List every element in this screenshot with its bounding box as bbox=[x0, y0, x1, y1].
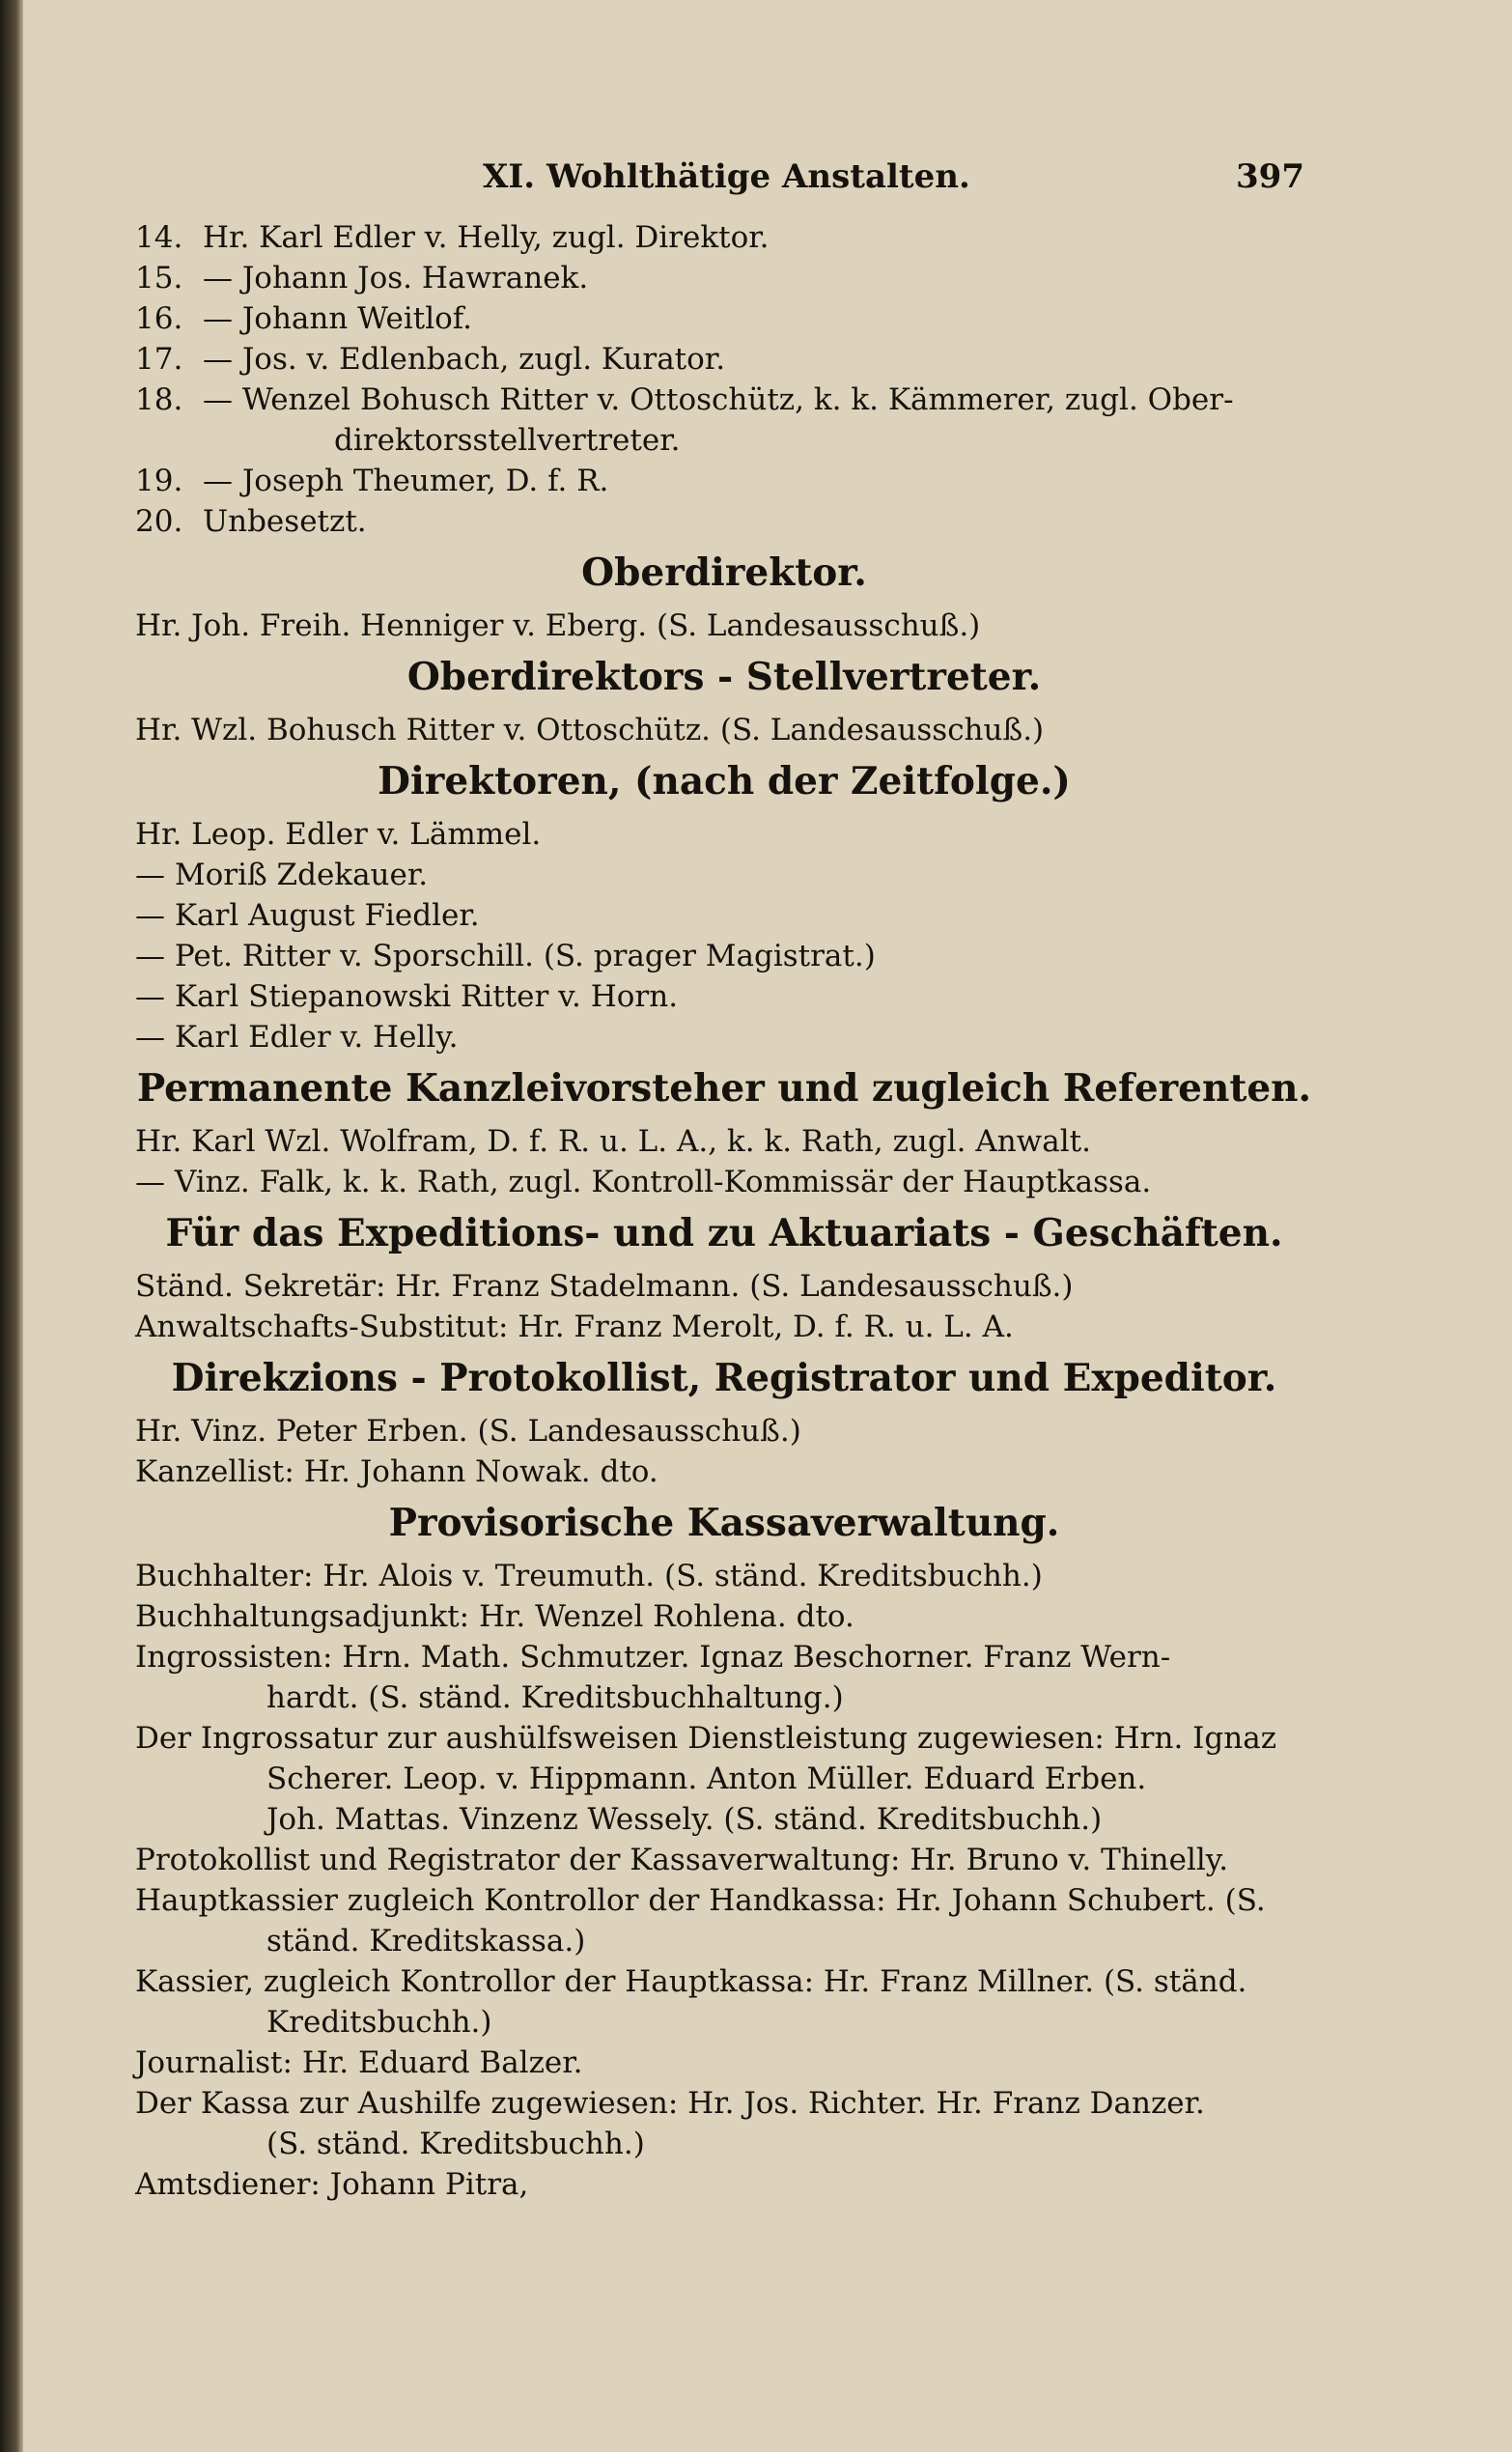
direktor-entry: Hr. Leop. Edler v. Lämmel. bbox=[135, 817, 542, 852]
kassa-entry-continuation: Scherer. Leop. v. Hippmann. Anton Müller. Eduard Erben. bbox=[266, 1761, 1147, 1796]
entry-text: — Johann Jos. Hawranek. bbox=[203, 261, 589, 296]
kassa-entry: Ingrossisten: Hrn. Math. Schmutzer. Ignaz Beschorner. Franz Wern- bbox=[135, 1640, 1171, 1675]
section-heading-kanzleivorsteher: Permanente Kanzleivorsteher und zugleich Referenten. bbox=[136, 1066, 1312, 1111]
numbered-entry bbox=[135, 339, 1313, 380]
kassa-entry-continuation: Joh. Mattas. Vinzenz Wessely. (S. ständ. Kreditsbuchh.) bbox=[266, 1802, 1103, 1837]
kassa-entry: Amtsdiener: Johann Pitra, bbox=[135, 2167, 529, 2202]
section-heading-expeditions: Für das Expeditions- und zu Aktuariats - Geschäften. bbox=[165, 1211, 1283, 1255]
kassa-entry-continuation: Kreditsbuchh.) bbox=[266, 2005, 492, 2040]
book-gutter bbox=[0, 0, 23, 2452]
numbered-entry bbox=[135, 380, 1313, 420]
kassa-entry-continuation: hardt. (S. ständ. Kreditsbuchhaltung.) bbox=[266, 1680, 844, 1715]
kassa-entry: Buchhaltungsadjunkt: Hr. Wenzel Rohlena. dto. bbox=[135, 1599, 854, 1634]
numbered-entry bbox=[135, 461, 1313, 501]
entry-number: 19. bbox=[135, 464, 183, 498]
numbered-entry bbox=[135, 501, 1313, 542]
kassa-entry: Kassier, zugleich Kontrollor der Hauptkassa: Hr. Franz Millner. (S. ständ. bbox=[135, 1964, 1247, 1999]
kassa-entry-continuation: ständ. Kreditskassa.) bbox=[266, 1924, 586, 1959]
kassaverwaltung-list bbox=[135, 1556, 1313, 2205]
kassa-entry: Buchhalter: Hr. Alois v. Treumuth. (S. ständ. Kreditsbuchh.) bbox=[135, 1559, 1043, 1593]
numbered-entry bbox=[135, 217, 1313, 258]
numbered-entry bbox=[135, 420, 1313, 461]
expeditions-entry: Anwaltschafts-Substitut: Hr. Franz Merolt, D. f. R. u. L. A. bbox=[135, 1310, 1014, 1344]
direktor-entry: — Karl Edler v. Helly. bbox=[135, 1020, 459, 1055]
kassa-entry: Protokollist und Registrator der Kassaverwaltung: Hr. Bruno v. Thinelly. bbox=[135, 1843, 1229, 1877]
numbered-member-list bbox=[135, 217, 1313, 542]
kassa-entry: Der Kassa zur Aushilfe zugewiesen: Hr. Jos. Richter. Hr. Franz Danzer. bbox=[135, 2086, 1205, 2121]
entry-number: 20. bbox=[135, 504, 183, 539]
direktor-entry: — Karl August Fiedler. bbox=[135, 898, 480, 933]
section-heading-direktoren: Direktoren, (nach der Zeitfolge.) bbox=[378, 759, 1071, 803]
running-header: XI. Wohlthätige Anstalten. bbox=[483, 157, 970, 196]
entry-text: — Jos. v. Edlenbach, zugl. Kurator. bbox=[203, 342, 726, 377]
oberdirektor-entry: Hr. Joh. Freih. Henniger v. Eberg. (S. Landesausschuß.) bbox=[135, 608, 981, 643]
direktor-entry: — Karl Stiepanowski Ritter v. Horn. bbox=[135, 979, 679, 1014]
entry-number: 15. bbox=[135, 261, 183, 296]
section-heading-kassaverwaltung: Provisorische Kassaverwaltung. bbox=[388, 1501, 1060, 1545]
kassa-entry-continuation: (S. ständ. Kreditsbuchh.) bbox=[266, 2127, 645, 2161]
section-heading-direkzions: Direkzions - Protokollist, Registrator und Expeditor. bbox=[171, 1356, 1277, 1400]
expeditions-entry: Ständ. Sekretär: Hr. Franz Stadelmann. (S. Landesausschuß.) bbox=[135, 1269, 1074, 1304]
direktor-entry: — Moriß Zdekauer. bbox=[135, 858, 429, 892]
entry-number: 17. bbox=[135, 342, 183, 377]
kanzleivorsteher-entry: — Vinz. Falk, k. k. Rath, zugl. Kontroll-Kommissär der Hauptkassa. bbox=[135, 1165, 1152, 1199]
direkzions-entry: Hr. Vinz. Peter Erben. (S. Landesausschuß.) bbox=[135, 1414, 801, 1449]
section-heading-oberdirektor: Oberdirektor. bbox=[581, 550, 867, 595]
entry-text: — Johann Weitlof. bbox=[203, 301, 473, 336]
entry-number: 18. bbox=[135, 382, 183, 417]
entry-text: direktorsstellvertreter. bbox=[334, 423, 681, 458]
entry-number: 14. bbox=[135, 220, 183, 255]
page-body bbox=[135, 217, 1313, 2205]
kanzleivorsteher-entry: Hr. Karl Wzl. Wolfram, D. f. R. u. L. A., k. k. Rath, zugl. Anwalt. bbox=[135, 1124, 1091, 1159]
direktor-entry: — Pet. Ritter v. Sporschill. (S. prager Magistrat.) bbox=[135, 939, 876, 973]
entry-number: 16. bbox=[135, 301, 183, 336]
direkzions-entry: Kanzellist: Hr. Johann Nowak. dto. bbox=[135, 1454, 658, 1489]
entry-text: — Joseph Theumer, D. f. R. bbox=[203, 464, 609, 498]
kassa-entry: Hauptkassier zugleich Kontrollor der Handkassa: Hr. Johann Schubert. (S. bbox=[135, 1883, 1266, 1918]
numbered-entry bbox=[135, 258, 1313, 298]
kassa-entry: Journalist: Hr. Eduard Balzer. bbox=[135, 2045, 583, 2080]
numbered-entry bbox=[135, 298, 1313, 339]
entry-text: Hr. Karl Edler v. Helly, zugl. Direktor. bbox=[203, 220, 770, 255]
section-heading-stellvertreter: Oberdirektors - Stellvertreter. bbox=[406, 655, 1042, 699]
stellvertreter-entry: Hr. Wzl. Bohusch Ritter v. Ottoschütz. (S. Landesausschuß.) bbox=[135, 713, 1045, 747]
kassa-entry: Der Ingrossatur zur aushülfsweisen Dienstleistung zugewiesen: Hrn. Ignaz bbox=[135, 1721, 1277, 1756]
entry-text: Unbesetzt. bbox=[203, 504, 367, 539]
page-number: 397 bbox=[1236, 157, 1304, 196]
entry-text: — Wenzel Bohusch Ritter v. Ottoschütz, k. k. Kämmerer, zugl. Ober- bbox=[203, 382, 1234, 417]
